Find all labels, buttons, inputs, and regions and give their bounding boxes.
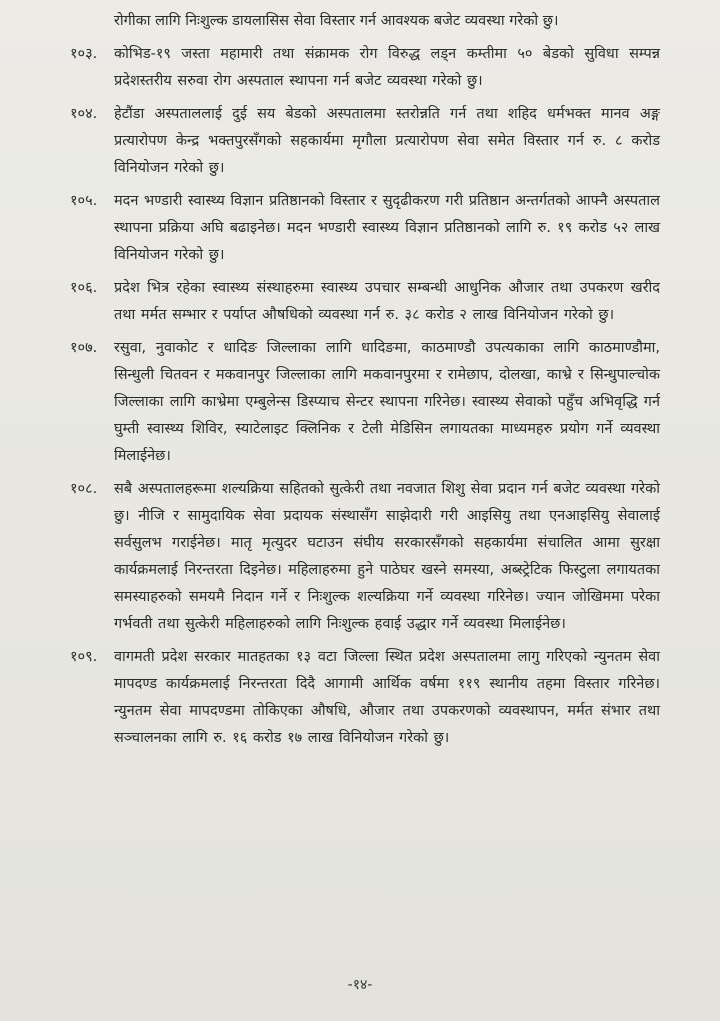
item-number: १०५. (70, 193, 98, 209)
item-number: १०८. (70, 481, 98, 497)
list-item-107 (70, 335, 660, 470)
item-text: मदन भण्डारी स्वास्थ्य विज्ञान प्रतिष्ठानको विस्तार र सुदृढीकरण गरी प्रतिष्ठान अन्तर्गतको आफ्नै अस्पताल स्थापना प्रक्रिया अघि बढाइनेछ। मदन भण्डारी स्वास्थ्य विज्ञान प्रतिष्ठानको लागि रु. १९ करोड ५२ लाख विनियोजन गरेको छु। (114, 193, 660, 263)
list-item-105 (70, 188, 660, 269)
page-number: -१४- (347, 977, 373, 993)
item-number: १०६. (70, 280, 98, 296)
list-item-104 (70, 101, 660, 182)
item-number: १०४. (70, 106, 98, 122)
document-body (70, 8, 660, 758)
item-number: १०७. (70, 340, 98, 356)
list-item-109 (70, 644, 660, 752)
item-number: १०९. (70, 649, 98, 665)
item-text: रसुवा, नुवाकोट र धादिङ जिल्लाका लागि धादिङमा, काठमाण्डौ उपत्यकाका लागि काठमाण्डौमा, सिन्धुली चितवन र मकवानपुर जिल्लाका लागि मकवानपुरमा र रामेछाप, दोलखा, काभ्रे र सिन्धुपाल्चोक जिल्लाका लागि काभ्रेमा एम्बुलेन्स डिस्प्याच सेन्टर स्थापना गरिनेछ। स्वास्थ्य सेवाको पहुँच अभिवृद्धि गर्न घुम्ती स्वास्थ्य शिविर, स्याटेलाइट क्लिनिक र टेली मेडिसिन लगायतका माध्यमहरु प्रयोग गर्ने व्यवस्था मिलाईनेछ। (114, 340, 660, 464)
list-item-106 (70, 275, 660, 329)
item-text: वागमती प्रदेश सरकार मातहतका १३ वटा जिल्ला स्थित प्रदेश अस्पतालमा लागु गरिएको न्युनतम सेवा मापदण्ड कार्यक्रमलाई निरन्तरता दिदै आगामी आर्थिक वर्षमा ११९ स्थानीय तहमा विस्तार गरिनेछ। न्युनतम सेवा मापदण्डमा तोकिएका औषधि, औजार तथा उपकरणको व्यवस्थापन, मर्मत संभार तथा सञ्चालनका लागि रु. १६ करोड १७ लाख विनियोजन गरेको छु। (114, 649, 660, 746)
list-item-108 (70, 476, 660, 638)
item-text: कोभिड-१९ जस्ता महामारी तथा संक्रामक रोग विरुद्ध लड्न कम्तीमा ५० बेडको सुविधा सम्पन्न प्रदेशस्तरीय सरुवा रोग अस्पताल स्थापना गर्न बजेट व्यवस्था गरेको छु। (114, 46, 660, 89)
item-text: सबै अस्पतालहरूमा शल्यक्रिया सहितको सुत्केरी तथा नवजात शिशु सेवा प्रदान गर्न बजेट व्यवस्था गरेको छु। नीजि र सामुदायिक सेवा प्रदायक संस्थासँग साझेदारी गरी आइसियु तथा एनआइसियु सेवालाई सर्वसुलभ गराईनेछ। मातृ मृत्युदर घटाउन संघीय सरकारसँगको सहकार्यमा संचालित आमा सुरक्षा कार्यक्रमलाई निरन्तरता दिइनेछ। महिलाहरुमा हुने पाठेघर खस्ने समस्या, अब्स्ट्रेटिक फिस्टुला लगायतका समस्याहरुको समयमै निदान गर्ने र निःशुल्क शल्यक्रिया गर्ने व्यवस्था गरिनेछ। ज्यान जोखिममा परेका गर्भवती तथा सुत्केरी महिलाहरुको लागि निःशुल्क हवाई उद्धार गर्ने व्यवस्था मिलाईनेछ। (114, 481, 660, 632)
item-text: हेटौंडा अस्पताललाई दुई सय बेडको अस्पतालमा स्तरोन्नति गर्न तथा शहिद धर्मभक्त मानव अङ्ग प्रत्यारोपण केन्द्र भक्तपुरसँगको सहकार्यमा मृगौला प्रत्यारोपण सेवा समेत विस्तार गर्न रु. ८ करोड विनियोजन गरेको छु। (114, 106, 660, 176)
item-text: प्रदेश भित्र रहेका स्वास्थ्य संस्थाहरुमा स्वास्थ्य उपचार सम्बन्धी आधुनिक औजार तथा उपकरण खरीद तथा मर्मत सम्भार र पर्याप्त औषधिको व्यवस्था गर्न रु. ३८ करोड २ लाख विनियोजन गरेको छु। (114, 280, 660, 323)
item-number: १०३. (70, 46, 98, 62)
list-item-103 (70, 41, 660, 95)
continued-paragraph: रोगीका लागि निःशुल्क डायलासिस सेवा विस्तार गर्न आवश्यक बजेट व्यवस्था गरेको छु। (114, 13, 559, 29)
